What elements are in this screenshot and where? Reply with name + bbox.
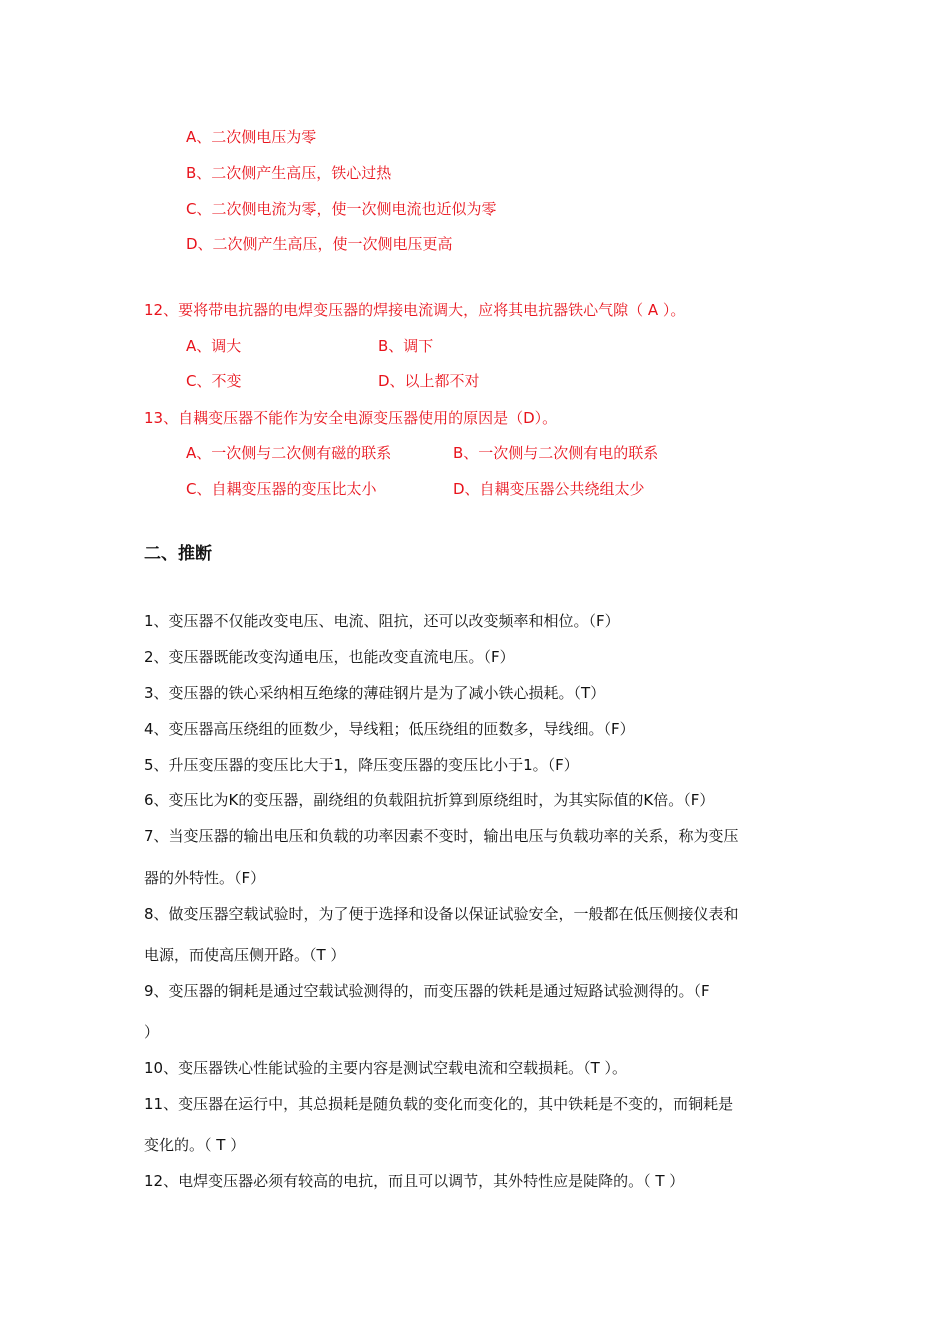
q12-question: 12、要将带电抗器的电焊变压器的焊接电流调大，应将其电抗器铁心气隙（ A ）。 xyxy=(144,301,686,319)
judgment-item: 11、变压器在运行中，其总损耗是随负载的变化而变化的，其中铁耗是不变的，而铜耗是 xyxy=(144,1095,734,1113)
section-heading: 二、推断 xyxy=(144,544,212,564)
q11-option-d: D、二次侧产生高压，使一次侧电压更高 xyxy=(186,235,453,253)
judgment-item: 电源，而使高压侧开路。（T ） xyxy=(144,946,346,964)
judgment-item: 10、变压器铁心性能试验的主要内容是测试空载电流和空载损耗。（T ）。 xyxy=(144,1059,628,1077)
judgment-item: 4、变压器高压绕组的匝数少，导线粗；低压绕组的匝数多，导线细。（F） xyxy=(144,720,635,738)
judgment-item: 变化的。（ T ） xyxy=(144,1136,246,1154)
judgment-item: 7、当变压器的输出电压和负载的功率因素不变时，输出电压与负载功率的关系，称为变压 xyxy=(144,827,739,845)
q13-option-a: A、一次侧与二次侧有磁的联系 xyxy=(186,444,392,462)
q13-option-c: C、自耦变压器的变压比太小 xyxy=(186,480,377,498)
judgment-item: 8、做变压器空载试验时，为了便于选择和设备以保证试验安全，一般都在低压侧接仪表和 xyxy=(144,905,739,923)
q12-option-a: A、调大 xyxy=(186,337,242,355)
q11-option-b: B、二次侧产生高压，铁心过热 xyxy=(186,164,392,182)
judgment-item: 2、变压器既能改变沟通电压，也能改变直流电压。（F） xyxy=(144,648,515,666)
judgment-item: 器的外特性。（F） xyxy=(144,869,266,887)
judgment-item: ） xyxy=(144,1023,160,1041)
q13-option-b: B、一次侧与二次侧有电的联系 xyxy=(453,444,659,462)
q13-option-d: D、自耦变压器公共绕组太少 xyxy=(453,480,645,498)
judgment-item: 3、变压器的铁心采纳相互绝缘的薄硅钢片是为了减小铁心损耗。（T） xyxy=(144,684,606,702)
judgment-item: 5、升压变压器的变压比大于1，降压变压器的变压比小于1。（F） xyxy=(144,756,579,774)
q11-option-c: C、二次侧电流为零，使一次侧电流也近似为零 xyxy=(186,200,497,218)
judgment-item: 1、变压器不仅能改变电压、电流、阻抗，还可以改变频率和相位。（F） xyxy=(144,612,620,630)
q11-option-a: A、二次侧电压为零 xyxy=(186,128,317,146)
judgment-item: 12、电焊变压器必须有较高的电抗，而且可以调节，其外特性应是陡降的。（ T ） xyxy=(144,1172,685,1190)
judgment-item: 9、变压器的铜耗是通过空载试验测得的，而变压器的铁耗是通过短路试验测得的。（F xyxy=(144,982,710,1000)
q13-question: 13、自耦变压器不能作为安全电源变压器使用的原因是（D）。 xyxy=(144,409,558,427)
q12-option-c: C、不变 xyxy=(186,372,242,390)
q12-option-b: B、调下 xyxy=(378,337,434,355)
judgment-item: 6、变压比为K的变压器，副绕组的负载阻抗折算到原绕组时，为其实际值的K倍。（F） xyxy=(144,791,715,809)
q12-option-d: D、以上都不对 xyxy=(378,372,480,390)
